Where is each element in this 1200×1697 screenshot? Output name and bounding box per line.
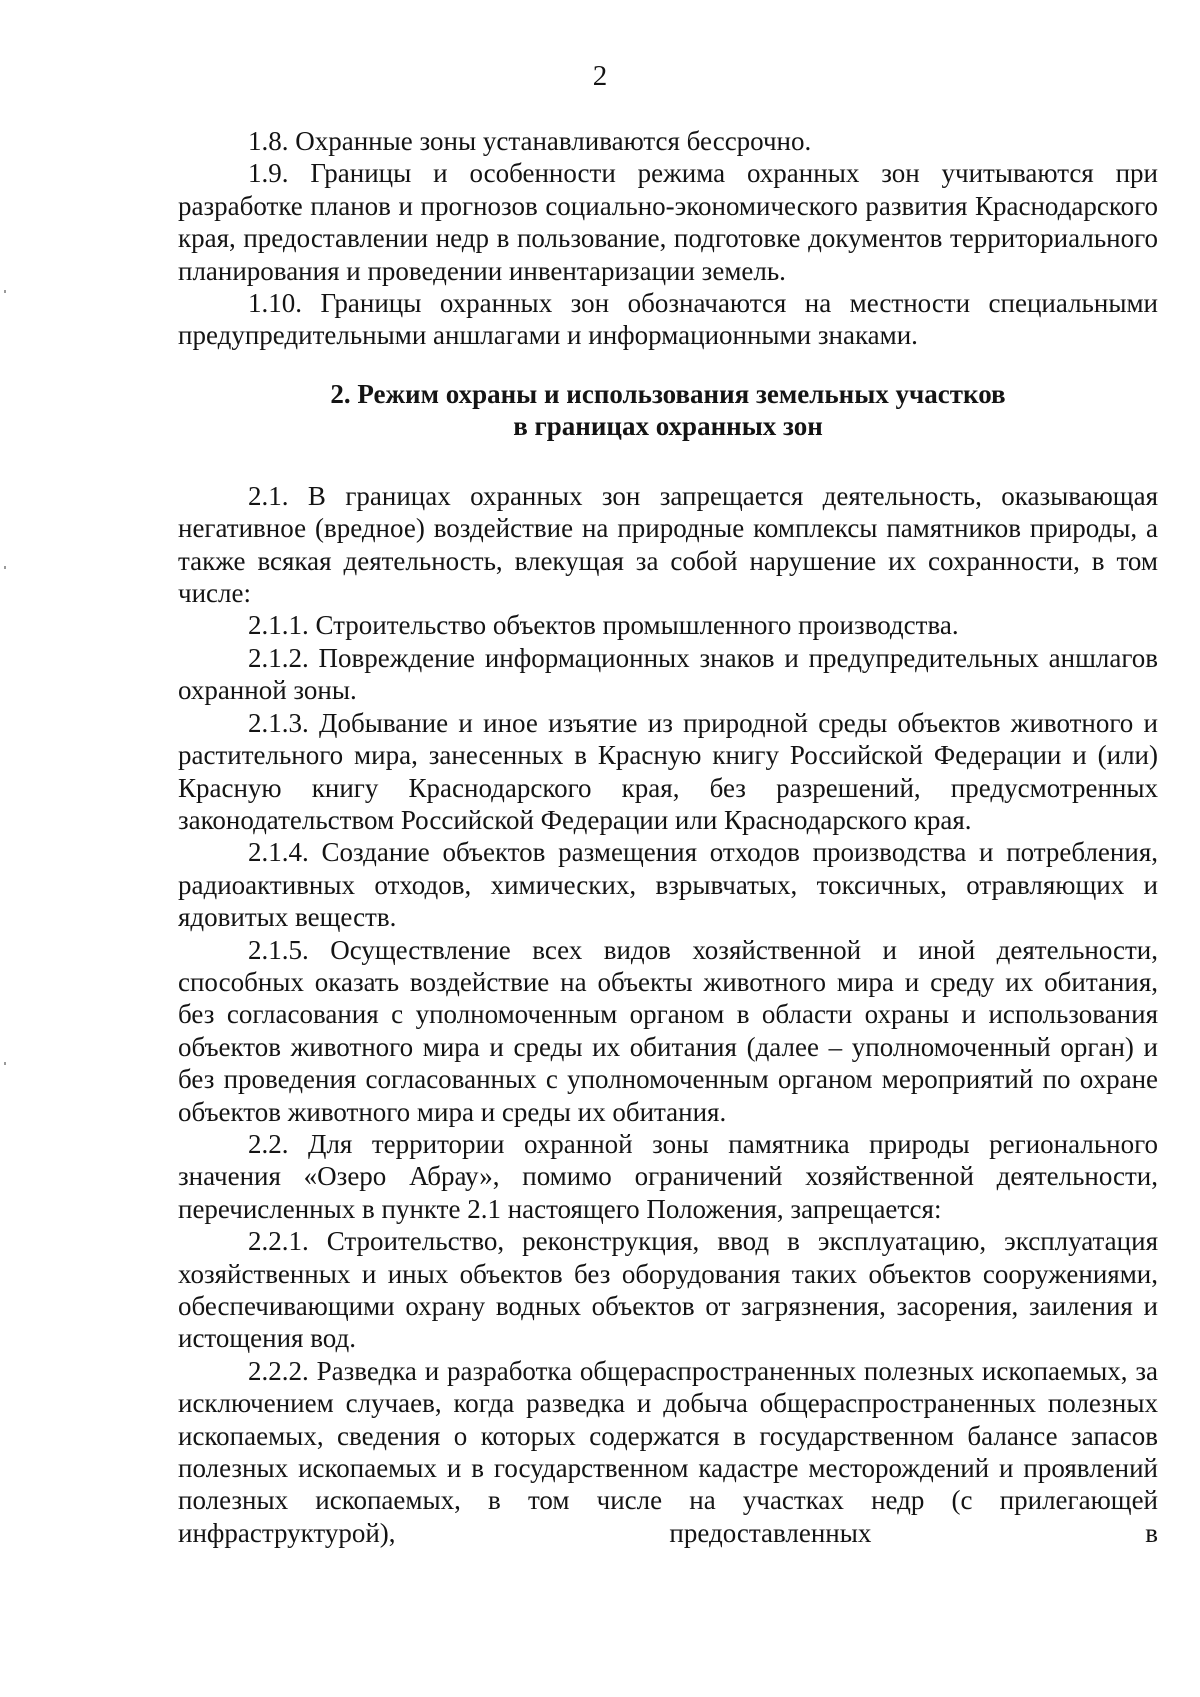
section-heading-line-2: в границах охранных зон xyxy=(513,410,823,441)
paragraph-2-1-3: 2.1.3. Добывание и иное изъятие из природной среды объектов животного и растительного мира, занесенных в Красную книгу Российской Федерации и (или) Красную книгу Краснодарского края, без разрешений, предусмотренных законодательством Российской Федерации или Краснодарского края. xyxy=(178,707,1158,835)
scan-speck xyxy=(4,1062,6,1065)
scan-speck xyxy=(4,566,6,569)
document-body xyxy=(178,125,1158,1549)
scan-speck xyxy=(4,290,6,293)
paragraph-2-1-2: 2.1.2. Повреждение информационных знаков и предупредительных аншлагов охранной зоны. xyxy=(178,642,1158,706)
paragraph-2-2-2: 2.2.2. Разведка и разработка общераспространенных полезных ископаемых, за исключением случаев, когда разведка и добыча общераспространенных полезных ископаемых, сведения о которых содержатся в государственном балансе запасов полезных ископаемых и в государственном кадастре месторождений и проявлений полезных ископаемых, в том числе на участках недр (с прилегающей инфраструктурой), предоставленных в xyxy=(178,1355,1158,1548)
paragraph-2-2-1: 2.2.1. Строительство, реконструкция, ввод в эксплуатацию, эксплуатация хозяйственных и иных объектов без оборудования таких объектов сооружениями, обеспечивающими охрану водных объектов от загрязнения, засорения, заиления и истощения вод. xyxy=(178,1226,1158,1354)
paragraph-1-8: 1.8. Охранные зоны устанавливаются бессрочно. xyxy=(248,126,812,156)
paragraph-2-1: 2.1. В границах охранных зон запрещается деятельность, оказывающая негативное (вредное) воздействие на природные комплексы памятников природы, а также всякая деятельность, влекущая за собой нарушение их сохранности, в том числе: xyxy=(178,480,1158,609)
paragraph-2-2: 2.2. Для территории охранной зоны памятника природы регионального значения «Озеро Абрау», помимо ограничений хозяйственной деятельности, перечисленных в пункте 2.1 настоящего Положения, запрещается: xyxy=(178,1128,1158,1224)
paragraph-2-1-5: 2.1.5. Осуществление всех видов хозяйственной и иной деятельности, способных оказать воздействие на объекты животного мира и среду их обитания, без согласования с уполномоченным органом в области охраны и использования объектов животного мира и среды их обитания (далее – уполномоченный орган) и без проведения согласованных с уполномоченным органом мероприятий по охране объектов животного мира и среды их обитания. xyxy=(178,934,1158,1127)
paragraph-2-1-4: 2.1.4. Создание объектов размещения отходов производства и потребления, радиоактивных отходов, химических, взрывчатых, токсичных, отравляющих и ядовитых веществ. xyxy=(178,837,1158,933)
section-heading xyxy=(178,378,1158,442)
paragraph-2-1-1: 2.1.1. Строительство объектов промышленного производства. xyxy=(248,610,959,641)
section-heading-line-1: 2. Режим охраны и использования земельных участков xyxy=(330,378,1006,409)
page-number: 2 xyxy=(592,60,608,92)
paragraph-1-9: 1.9. Границы и особенности режима охранных зон учитываются при разработке планов и прогнозов социально-экономического развития Краснодарского края, предоставлении недр в пользование, подготовке документов территориального планирования и проведении инвентаризации земель. xyxy=(178,158,1158,286)
paragraph-1-10: 1.10. Границы охранных зон обозначаются на местности специальными предупредительными аншлагами и информационными знаками. xyxy=(178,288,1158,351)
